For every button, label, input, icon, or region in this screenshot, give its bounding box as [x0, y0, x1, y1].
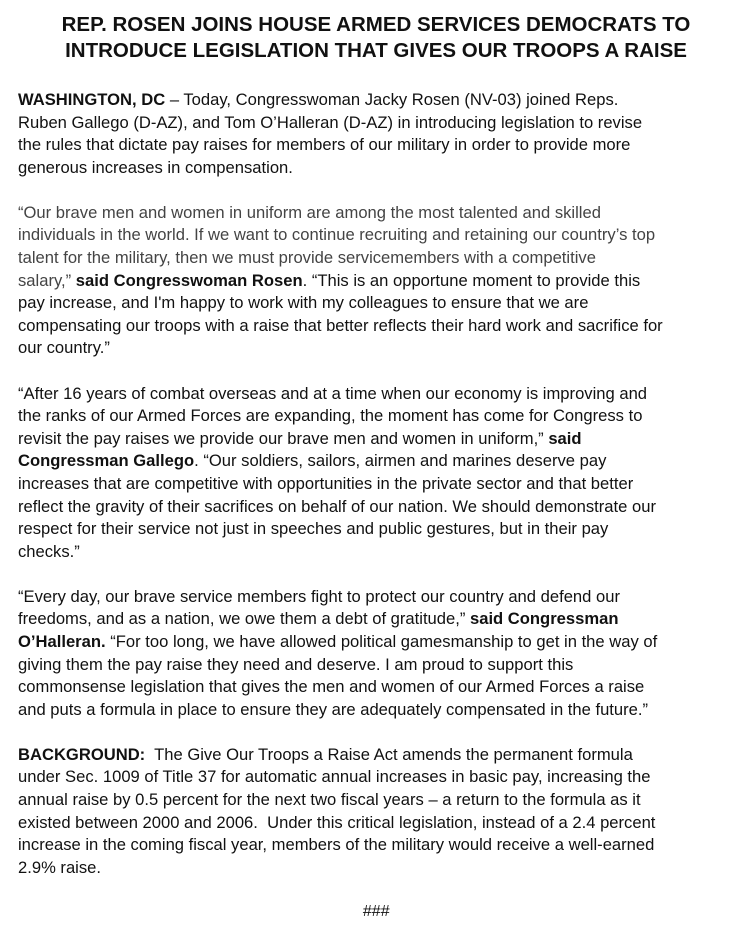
attribution-said: said Congressman [465, 609, 619, 629]
rosen-quote-paragraph [18, 202, 734, 360]
quote-text: “For too long, we have allowed political gamesmanship to get in the way of [105, 631, 658, 651]
attribution-gallego: Congressman Gallego [18, 451, 195, 471]
quote-text: salary,” [18, 270, 72, 290]
quote-text: “Every day, our brave service members fight to protect our country and defend our [18, 586, 620, 606]
attribution-rosen: said Congresswoman Rosen [71, 270, 303, 290]
intro-text: generous increases in compensation. [18, 157, 293, 177]
quote-text: individuals in the world. If we want to continue recruiting and retaining our country’s top [18, 225, 656, 245]
background-text: 2.9% raise. [18, 857, 102, 877]
quote-text: commonsense legislation that gives the men and women of our Armed Forces a raise [18, 677, 645, 697]
quote-text: pay increase, and I'm happy to work with my colleagues to ensure that we are [18, 293, 589, 313]
gallego-quote-paragraph [18, 383, 734, 564]
intro-text: the rules that dictate pay raises for members of our military in order to provide more [18, 135, 631, 155]
quote-text: compensating our troops with a raise that better reflects their hard work and sacrifice for [18, 315, 663, 335]
headline-line: INTRODUCE LEGISLATION THAT GIVES OUR TROOPS A RAISE [65, 39, 687, 62]
quote-text: “Our brave men and women in uniform are among the most talented and skilled [18, 202, 601, 222]
quote-text: . “Our soldiers, sailors, airmen and marines deserve pay [194, 451, 607, 471]
background-paragraph [18, 744, 734, 880]
intro-text: Ruben Gallego (D-AZ), and Tom O’Halleran (D-AZ) in introducing legislation to revise [18, 112, 643, 132]
quote-text: “After 16 years of combat overseas and at a time when our economy is improving and [18, 383, 648, 403]
background-text: under Sec. 1009 of Title 37 for automatic annual increases in basic pay, increasing the [18, 767, 651, 787]
end-mark: ### [362, 903, 390, 921]
quote-text: and puts a formula in place to ensure they are adequately compensated in the future.” [18, 699, 649, 719]
attribution-said: said [543, 428, 582, 448]
background-text: The Give Our Troops a Raise Act amends the permanent formula [145, 744, 633, 764]
background-text: increase in the coming fiscal year, members of the military would receive a well-earned [18, 835, 655, 855]
intro-text: – Today, Congresswoman Jacky Rosen (NV-03) joined Reps. [165, 90, 619, 109]
quote-text: freedoms, and as a nation, we owe them a debt of gratitude,” [18, 609, 466, 629]
ohalleran-quote-paragraph [18, 586, 734, 722]
background-label: BACKGROUND: [18, 744, 146, 764]
dateline: WASHINGTON, DC [18, 90, 166, 109]
attribution-ohalleran: O’Halleran. [18, 631, 106, 651]
quote-text: respect for their service not just in speeches and public gestures, but in their pay [18, 519, 609, 539]
background-text: annual raise by 0.5 percent for the next two fiscal years – a return to the formula as it [18, 790, 641, 810]
press-release [18, 12, 734, 923]
headline [18, 12, 734, 64]
quote-text: revisit the pay raises we provide our brave men and women in uniform,” [18, 428, 544, 448]
quote-text: checks.” [18, 541, 80, 561]
quote-text: talent for the military, then we must provide servicemembers with a competitive [18, 248, 596, 268]
quote-text: increases that are competitive with opportunities in the private sector and that better [18, 473, 634, 493]
quote-text: our country.” [18, 338, 110, 358]
quote-text: the ranks of our Armed Forces are expanding, the moment has come for Congress to [18, 406, 643, 426]
quote-text: giving them the pay raise they need and deserve. I am proud to support this [18, 654, 574, 674]
quote-text: . “This is an opportune moment to provide this [302, 270, 641, 290]
quote-text: reflect the gravity of their sacrifices on behalf of our nation. We should demonstrate our [18, 496, 656, 516]
headline-line: REP. ROSEN JOINS HOUSE ARMED SERVICES DEMOCRATS TO [61, 13, 691, 36]
background-text: existed between 2000 and 2006. Under this critical legislation, instead of a 2.4 percent [18, 812, 656, 832]
intro-paragraph [18, 89, 734, 179]
